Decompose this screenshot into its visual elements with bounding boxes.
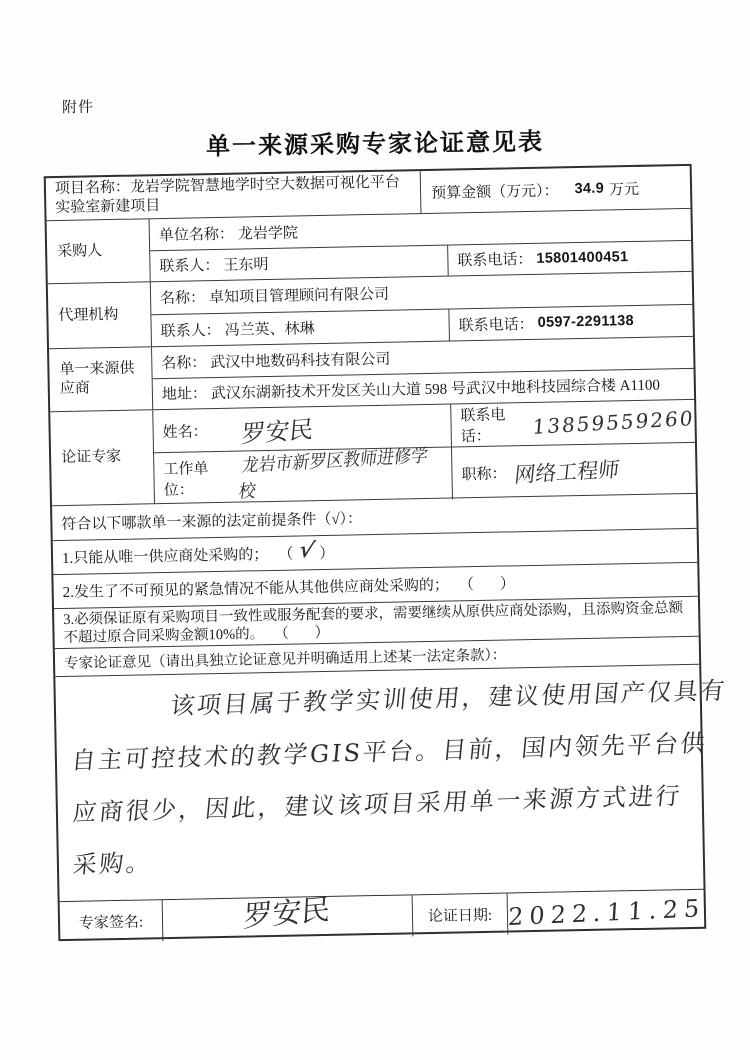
- budget-amount: 34.9: [574, 180, 605, 198]
- purchaser-contact-label: 联系人：: [159, 258, 220, 276]
- paren-open: （: [273, 625, 289, 642]
- purchaser-unit-label: 单位名称：: [158, 226, 235, 244]
- paren-open: （: [278, 546, 294, 563]
- purchaser-phone-label: 联系电话：: [457, 252, 533, 270]
- checkmark-handwriting: √: [296, 536, 317, 564]
- opinion-line-1: 该项目属于教学实训使用，建议使用国产仅具有: [169, 676, 729, 721]
- opinion-line-3: 应商很少，因此，建议该项目采用单一来源方式进行: [71, 781, 684, 827]
- row-supplier: [49, 336, 694, 411]
- expert-title-cell: [452, 443, 696, 500]
- opinion-line-4: 采购。: [71, 848, 154, 879]
- purchaser-contact-value: 王东明: [223, 257, 269, 275]
- paren-close: ）: [314, 624, 330, 641]
- opinion-body: [55, 664, 729, 901]
- date-handwriting: 2022.11.25: [507, 893, 707, 931]
- attachment-label: 附件: [61, 99, 95, 117]
- supplier-section-label: 单一来源供应商: [49, 347, 153, 411]
- supplier-fields: [152, 337, 694, 409]
- paren-close: ）: [499, 576, 516, 593]
- condition-item-2-text: 2.发生了不可预见的紧急情况不能从其他供应商处采购的；: [62, 577, 450, 602]
- purchaser-section-label: 采购人: [47, 219, 151, 283]
- supplier-name-label: 名称：: [161, 354, 207, 372]
- budget-cell: [421, 166, 691, 213]
- expert-title-handwriting: 网络工程师: [513, 457, 621, 488]
- agency-phone-value: 0597-2291138: [537, 313, 635, 332]
- agency-name-value: 卓知项目管理顾问有限公司: [208, 286, 390, 307]
- budget-label: 预算金额（万元）：: [430, 182, 559, 202]
- expert-fields: [153, 400, 696, 503]
- expert-workunit-handwriting: 龙岩市新罗区教师进修学校: [237, 445, 430, 503]
- paren-open: （: [458, 577, 475, 594]
- expert-workunit-label: 工作单位：: [163, 461, 209, 500]
- project-name-value: 龙岩学院智慧地学时空大数据可视化平台实验室新建项目: [55, 174, 401, 217]
- agency-phone-cell: [449, 304, 693, 340]
- form-table: [44, 164, 729, 941]
- expert-name-label: 姓名：: [162, 423, 208, 441]
- condition-item-2-paren: [459, 572, 515, 594]
- agency-fields: [151, 272, 693, 346]
- row-purchaser: [47, 208, 692, 283]
- supplier-address-value: 武汉东湖新技术开发区关山大道 598 号武汉中地科技园综合楼 A1100: [210, 377, 661, 403]
- condition-item-1-paren: [278, 536, 335, 566]
- condition-item-3-text: 3.必须保证原有采购项目一致性或服务配套的要求，需要继续从原供应商处添购，且添购资金总额不超过原合同采购金额10%的。: [63, 600, 684, 646]
- row-expert: [50, 399, 696, 505]
- condition-item-3-paren: [274, 624, 329, 643]
- expert-signature-cell: [163, 891, 414, 941]
- purchaser-fields: [150, 209, 692, 281]
- expert-signature-handwriting: 罗安民: [242, 891, 332, 934]
- agency-section-label: 代理机构: [48, 282, 152, 348]
- expert-workunit-cell: [154, 445, 453, 506]
- expert-title-label: 职称：: [461, 465, 507, 483]
- budget-unit: 万元: [608, 181, 640, 198]
- row-agency: [48, 271, 693, 348]
- opinion-header: 专家论证意见（请出具独立论证意见并明确适用上述某一法定条款）：: [55, 636, 699, 676]
- page-title: 单一来源采购专家论证意见表: [205, 128, 545, 161]
- agency-contact-value: 冯兰英、林琳: [224, 320, 315, 339]
- purchaser-phone-cell: [448, 240, 692, 275]
- supplier-address-label: 地址：: [161, 386, 208, 404]
- date-cell: [508, 890, 706, 935]
- expert-name-handwriting: 罗安民: [240, 414, 315, 449]
- conditions-header: 符合以下哪款单一来源的法定前提条件（√）：: [52, 493, 697, 540]
- paren-close: ）: [319, 545, 335, 563]
- expert-sign-label: 专家签名:: [60, 900, 164, 943]
- expert-phone-label: 联系电话：: [460, 407, 506, 446]
- expert-phone-handwriting: 13859559260: [531, 405, 696, 439]
- opinion-line-2: 自主可控技术的教学GIS平台。目前，国内领先平台供: [70, 729, 709, 775]
- expert-phone-cell: [451, 400, 695, 447]
- agency-contact-label: 联系人：: [160, 322, 221, 340]
- agency-phone-label: 联系电话：: [458, 316, 534, 335]
- agency-name-label: 名称：: [159, 290, 206, 308]
- agency-contact-cell: [151, 309, 450, 346]
- purchaser-unit-value: 龙岩学院: [237, 225, 299, 243]
- purchaser-phone-value: 15801400451: [536, 248, 629, 267]
- expert-section-label: 论证专家: [50, 410, 155, 505]
- project-name-label: 项目名称：: [54, 179, 131, 198]
- supplier-name-value: 武汉中地数码科技有限公司: [210, 351, 391, 371]
- condition-item-1-text: 1.只能从唯一供应商处采购的；: [61, 547, 269, 568]
- expert-workunit-row: [154, 442, 696, 505]
- purchaser-contact-cell: [150, 245, 449, 281]
- project-name-cell: [46, 171, 422, 220]
- date-label: 论证日期:: [413, 894, 509, 937]
